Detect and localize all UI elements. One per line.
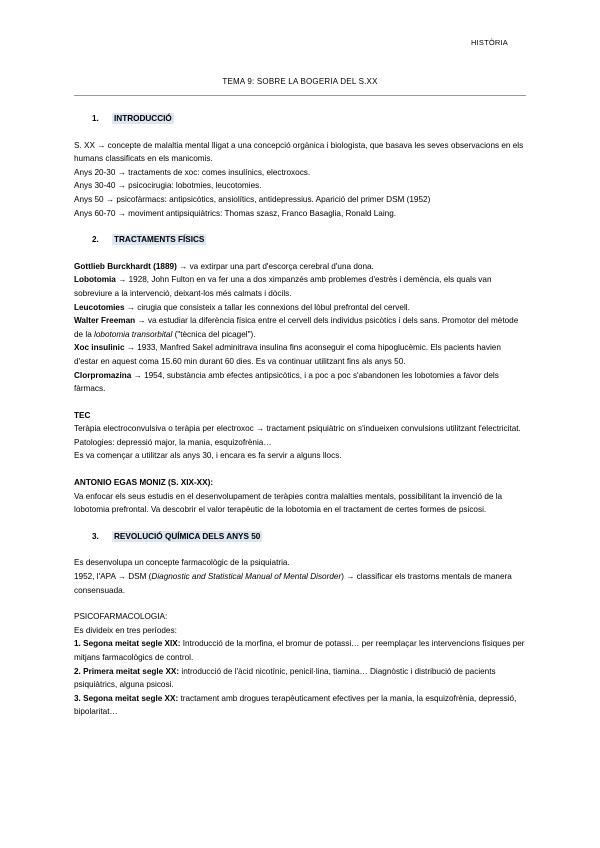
definition: → va extirpar una part d'escorça cerebral d'una dona. [176, 261, 374, 271]
paragraph: Es desenvolupa un concepte farmacològic de la psiquiatria. [74, 558, 290, 568]
section-number: 2. [92, 235, 99, 245]
paragraph: Es va començar a utilitzar als anys 30, i encara es fa servir a alguns llocs. [74, 451, 342, 461]
paragraph: Anys 30-40 → psicocirugia: lobotmies, leucotomies. [74, 181, 262, 191]
definition: → 1954, substància amb efectes antipsicòtics, i a poc a poc s'abandonen les lobotomies a favor dels fàrmacs. [74, 370, 499, 394]
list-item [74, 692, 526, 719]
section-heading-revolucio-quimica [74, 530, 526, 544]
title-divider [74, 95, 526, 96]
section-heading-introduccio [74, 112, 526, 126]
definition: → 1933, Manfred Sakel adminitrava insulina fins aconseguir el coma hipoglucèmic. Els pacients havien d'estar en aquest coma 15.60 min durant 60 dies. Es va continuar utilitzant fins als anys 50. [74, 343, 501, 366]
dsm-italic: Diagnostic and Statistical Manual of Mental Disorder [151, 572, 342, 582]
definition: → va estudiar la diferència física entre el cervell dels individus psicòtics i dels sans. Promotor del mètode de la [74, 316, 519, 339]
section-number: 1. [92, 114, 99, 123]
paragraph [74, 314, 526, 341]
term: Gottlieb Burckhardt (1889) [74, 261, 177, 271]
subheading-psicofarmacologia: PSICOFARMACOLOGIA: [74, 612, 168, 622]
dsm-pre: 1952, l'APA → DSM ( [74, 572, 152, 582]
term: Xoc insulinic [74, 343, 125, 353]
list-item [74, 637, 526, 664]
section-title: REVOLUCIÓ QUÍMICA DELS ANYS 50 [114, 531, 261, 541]
paragraph: Anys 20-30 → tractaments de xoc: comes insulínics, electroxocs. [74, 167, 311, 177]
subheading-tec: TEC [74, 410, 91, 420]
section-heading-tractaments-fisics [74, 233, 526, 247]
period-text: introducció de l'àcid nicotínic, penicil·lina, tiamina… Diagnòstic i distribució de pacients psiquiàtrics, alguna psicosi. [74, 666, 496, 690]
document-body [74, 112, 526, 719]
paragraph: S. XX → concepte de malaltia mental lligat a una concepció orgànica i biologista, que basava les seves observacions en els humans classificats en els manicomis. [74, 140, 524, 164]
paragraph: Teràpia electroconvulsiva o teràpia per electroxoc → tractament psiquiàtric on s'indueixen convulsions utilitzant l'electricitat. Patologies: depressió major, la mania, esquizofrènia… [74, 424, 521, 447]
paragraph [74, 273, 526, 300]
paragraph: Anys 50 → psicofàrmacs: antipsicòtics, ansiolítics, antidepressius. Aparició del primer DSM (1952) [74, 194, 431, 204]
italic-term: lobotomia transorbital [94, 329, 173, 339]
paragraph [74, 301, 526, 315]
paragraph [74, 260, 526, 274]
dsm-post: ) → classificar els trastorns mentals de manera consensuada. [74, 572, 512, 595]
period-label: 3. Segona meitat segle XX: [74, 693, 179, 703]
period-text: tractament amb drogues terapèuticament efectives per la mania, la esquizofrènia, depressió, bipolaritat… [74, 693, 517, 717]
paragraph: Anys 60-70 → moviment antipsiquiàtrics: Thomas szasz, Franco Basaglia, Ronald Laing. [74, 208, 397, 218]
period-label: 2. Primera meitat segle XX: [74, 666, 180, 676]
paragraph [74, 341, 526, 368]
paragraph [74, 369, 526, 396]
paragraph [74, 570, 526, 597]
definition: → 1928, John Fulton en va fer una a dos ximpanzés amb problemes d'estrès i demència, els quals van sobreviure a la intervenció, deixant-los més calmats i dòcils. [74, 275, 492, 298]
period-text: Introducció de la morfina, el bromur de potassi… per reemplaçar les intervencions físiques per mitjans farmacològics de control. [74, 639, 525, 662]
paragraph: Va enfocar els seus estudis en el desenvolupament de teràpies contra malalties mentals, possibilitant la invenció de la lobotomia prefrontal. Va descobrir el valor terapèutic de la lobotomia en el tractament de certes formes de psicosi. [74, 491, 503, 515]
paragraph: Es divideix en tres períodes: [74, 625, 177, 635]
section-title: TRACTAMENTS FÍSICS [114, 235, 205, 245]
term: Leucotomies [74, 302, 125, 312]
definition: → cirugia que consisteix a tallar les connexions del lòbul prefrontal del cervell. [124, 302, 410, 312]
list-item [74, 665, 526, 692]
subject-header: HISTÒRIA [470, 38, 508, 47]
term: Lobotomia [74, 275, 116, 285]
term: Walter Freeman [74, 316, 136, 326]
definition-tail: ("tècnica del picagel"). [172, 329, 256, 339]
period-label: 1. Segona meitat segle XIX: [74, 639, 181, 649]
section-number: 3. [92, 531, 99, 541]
term: Clorpromazina [74, 370, 132, 380]
subheading-moniz: ANTONIO EGAS MONIZ (S. XIX-XX): [74, 478, 214, 488]
page-title: TEMA 9: SOBRE LA BOGERIA DEL S.XX [222, 77, 378, 86]
section-title: INTRODUCCIÓ [114, 114, 172, 123]
